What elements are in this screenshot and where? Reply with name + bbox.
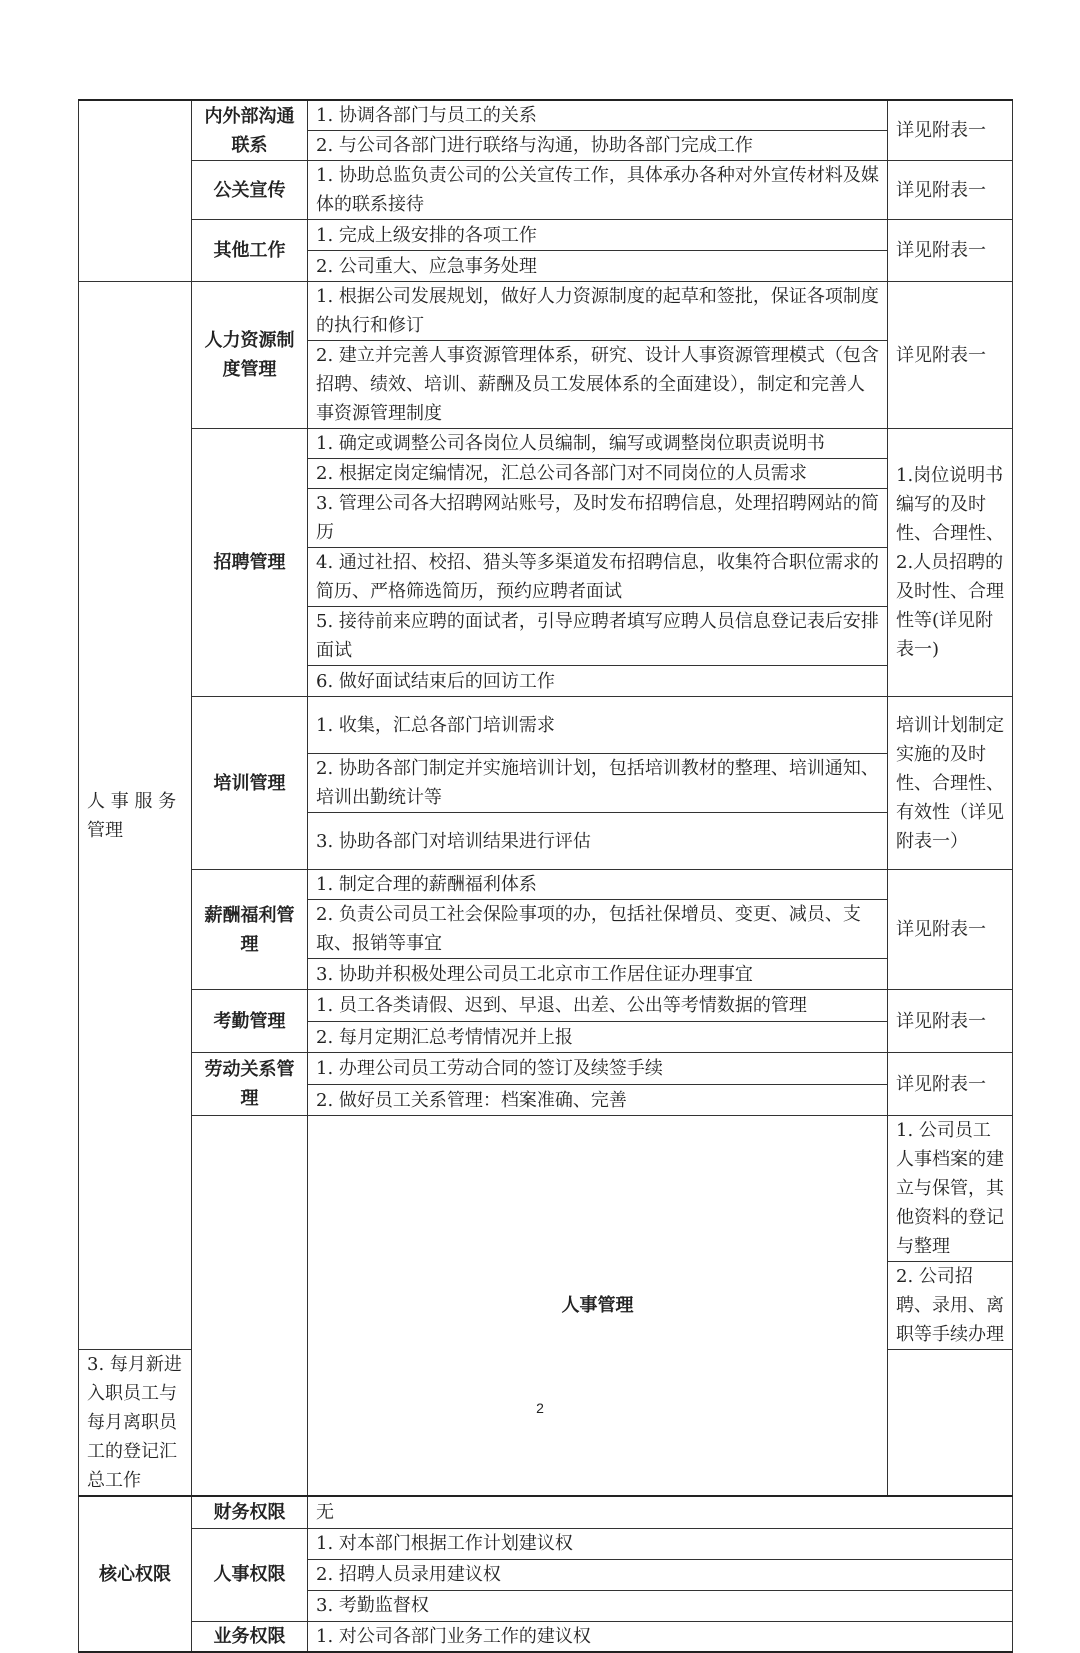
job-duty-table bbox=[78, 99, 1013, 1653]
duty-cell: 2. 根据定岗定编情况，汇总公司各部门对不同岗位的人员需求 bbox=[308, 459, 888, 489]
duty-cell: 1. 办理公司员工劳动合同的签订及续签手续 bbox=[308, 1053, 888, 1085]
subcategory-cell: 薪酬福利管理 bbox=[192, 870, 308, 990]
note-cell: 详见附表一 bbox=[888, 220, 1013, 282]
table-row bbox=[79, 282, 1013, 341]
duty-cell: 2. 负责公司员工社会保险事项的办，包括社保增员、变更、减员、支取、报销等事宜 bbox=[308, 900, 888, 959]
subcategory-cell: 其他工作 bbox=[192, 220, 308, 282]
note-cell: 详见附表一 bbox=[888, 870, 1013, 990]
subcategory-cell: 公关宣传 bbox=[192, 161, 308, 220]
subcategory-cell: 人事权限 bbox=[192, 1528, 308, 1621]
table-row bbox=[79, 220, 1013, 251]
duty-cell: 2. 公司重大、应急事务处理 bbox=[308, 251, 888, 282]
page-number: 2 bbox=[536, 1400, 544, 1416]
note-cell: 详见附表一 bbox=[888, 282, 1013, 429]
duty-cell: 1. 公司员工人事档案的建立与保管，其他资料的登记与整理 bbox=[888, 1116, 1013, 1262]
duty-cell: 1. 根据公司发展规划，做好人力资源制度的起草和签批，保证各项制度的执行和修订 bbox=[308, 282, 888, 341]
subcategory-cell: 考勤管理 bbox=[192, 990, 308, 1053]
table-row bbox=[79, 100, 1013, 131]
duty-cell: 1. 制定合理的薪酬福利体系 bbox=[308, 870, 888, 900]
duty-cell: 2. 公司招聘、录用、离职等手续办理 bbox=[888, 1262, 1013, 1350]
subcategory-cell: 内外部沟通联系 bbox=[192, 100, 308, 161]
note-cell: 详见附表一 bbox=[888, 161, 1013, 220]
category-cell: 核心权限 bbox=[79, 1496, 192, 1652]
duty-cell: 2. 招聘人员录用建议权 bbox=[308, 1559, 1013, 1590]
category-cell: 人 事 服 务 管理 bbox=[79, 282, 192, 1350]
duty-cell: 1. 对公司各部门业务工作的建议权 bbox=[308, 1621, 1013, 1652]
duty-cell: 1. 收集，汇总各部门培训需求 bbox=[308, 697, 888, 754]
duty-cell: 4. 通过社招、校招、猎头等多渠道发布招聘信息，收集符合职位需求的简历、严格筛选简历，预约应聘者面试 bbox=[308, 548, 888, 607]
duty-cell: 1. 完成上级安排的各项工作 bbox=[308, 220, 888, 251]
subcategory-cell: 人事管理 bbox=[308, 1116, 888, 1497]
duty-cell: 1. 对本部门根据工作计划建议权 bbox=[308, 1528, 1013, 1559]
duty-cell: 6. 做好面试结束后的回访工作 bbox=[308, 666, 888, 697]
duty-cell: 1. 协助总监负责公司的公关宣传工作，具体承办各种对外宣传材料及媒体的联系接待 bbox=[308, 161, 888, 220]
table-row bbox=[79, 870, 1013, 900]
subcategory-cell: 招聘管理 bbox=[192, 429, 308, 697]
table-row bbox=[79, 697, 1013, 754]
duty-cell: 3. 管理公司各大招聘网站账号，及时发布招聘信息，处理招聘网站的简历 bbox=[308, 489, 888, 548]
note-cell: 详见附表一 bbox=[888, 1053, 1013, 1116]
duty-cell: 3. 协助并积极处理公司员工北京市工作居住证办理事宜 bbox=[308, 959, 888, 990]
duty-cell: 1. 员工各类请假、迟到、早退、出差、公出等考情数据的管理 bbox=[308, 990, 888, 1022]
table-row bbox=[79, 1496, 1013, 1528]
subcategory-cell: 人力资源制度管理 bbox=[192, 282, 308, 429]
duty-cell: 1. 确定或调整公司各岗位人员编制，编写或调整岗位职责说明书 bbox=[308, 429, 888, 459]
note-cell: 详见附表一 bbox=[888, 100, 1013, 161]
duty-cell: 2. 建立并完善人事资源管理体系，研究、设计人事资源管理模式（包含招聘、绩效、培训、薪酬及员工发展体系的全面建设），制定和完善人事资源管理制度 bbox=[308, 341, 888, 429]
duty-cell: 3. 每月新进入职员工与每月离职员工的登记汇总工作 bbox=[79, 1350, 192, 1497]
table-row bbox=[79, 161, 1013, 220]
duty-cell: 2. 与公司各部门进行联络与沟通，协助各部门完成工作 bbox=[308, 131, 888, 161]
table-row bbox=[79, 1621, 1013, 1652]
table-row bbox=[79, 1053, 1013, 1085]
duty-cell: 2. 协助各部门制定并实施培训计划，包括培训教材的整理、培训通知、培训出勤统计等 bbox=[308, 754, 888, 813]
table-row bbox=[79, 1528, 1013, 1559]
note-cell: 培训计划制定实施的及时性、合理性、有效性（详见附表一） bbox=[888, 697, 1013, 870]
table-row bbox=[79, 429, 1013, 459]
duty-cell: 3. 考勤监督权 bbox=[308, 1590, 1013, 1621]
subcategory-cell: 财务权限 bbox=[192, 1496, 308, 1528]
duty-cell: 2. 每月定期汇总考情情况并上报 bbox=[308, 1022, 888, 1053]
duty-cell: 5. 接待前来应聘的面试者，引导应聘者填写应聘人员信息登记表后安排面试 bbox=[308, 607, 888, 666]
note-cell: 详见附表一 bbox=[888, 990, 1013, 1053]
duty-cell: 3. 协助各部门对培训结果进行评估 bbox=[308, 813, 888, 870]
duty-cell: 1. 协调各部门与员工的关系 bbox=[308, 100, 888, 131]
category-cell-empty bbox=[79, 100, 192, 282]
table-row bbox=[79, 990, 1013, 1022]
subcategory-cell: 劳动关系管理 bbox=[192, 1053, 308, 1116]
duty-cell: 无 bbox=[308, 1496, 1013, 1528]
table-row bbox=[79, 1116, 1013, 1262]
category-cell-continued bbox=[192, 1116, 308, 1497]
subcategory-cell: 业务权限 bbox=[192, 1621, 308, 1652]
duty-cell: 2. 做好员工关系管理：档案准确、完善 bbox=[308, 1085, 888, 1116]
note-cell: 1.岗位说明书编写的及时性、合理性、2.人员招聘的及时性、合理性等(详见附表一) bbox=[888, 429, 1013, 697]
subcategory-cell: 培训管理 bbox=[192, 697, 308, 870]
